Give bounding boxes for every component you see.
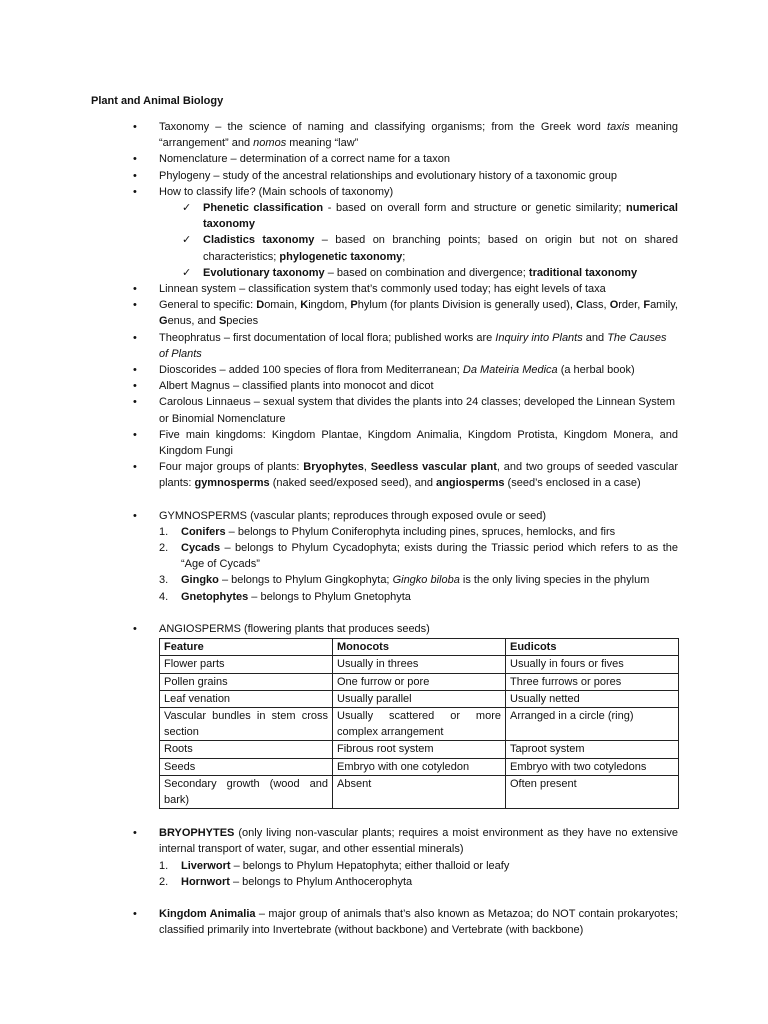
page-title: Plant and Animal Biology [91, 95, 224, 107]
list-item-general-to-specific: • General to specific: Domain, Kingdom, Phylum (for plants Division is generally used), Class, Order, Family, Genus, and Species [133, 299, 678, 328]
table-cell: Three furrows or pores [506, 673, 679, 690]
table-cell: Absent [333, 775, 506, 808]
table-row [160, 775, 679, 808]
bullet-icon: • [133, 121, 137, 133]
table-row [160, 741, 679, 758]
list-item-plant-groups: • Four major groups of plants: Bryophytes, Seedless vascular plant, and two groups of seeded vascular plants: gymnosperms (naked seed/exposed seed), and angiosperms (seed’s enclosed in a case) [133, 461, 679, 490]
bullet-icon: • [133, 907, 137, 920]
table-cell: Leaf venation [160, 690, 333, 707]
table-cell: Usually parallel [333, 690, 506, 707]
table-cell: Roots [160, 741, 333, 758]
taxonomy-schools-list [159, 200, 678, 281]
bullet-icon: • [133, 380, 137, 393]
column-header-monocots: Monocots [333, 639, 506, 656]
checkmark-icon: ✓ [182, 234, 192, 247]
bullet-icon: • [133, 185, 137, 198]
list-item-five-kingdoms: • Five main kingdoms: Kingdom Plantae, Kingdom Animalia, Kingdom Protista, Kingdom Monera, and Kingdom Fungi [133, 428, 678, 458]
section-kingdom-animalia: • Kingdom Animalia – major group of animals that’s also known as Metazoa; do NOT contain prokaryotes; classified primarily into Invertebrate (without backbone) and Vertebrate (with backbone) [133, 907, 679, 937]
column-header-feature: Feature [160, 639, 333, 656]
table-cell: Usually netted [506, 690, 679, 707]
bryophyte-list [159, 858, 678, 890]
list-item-theophratus: • Theophratus – first documentation of local flora; published works are Inquiry into Plants and The Causes of Plants [133, 331, 667, 360]
table-row [160, 690, 679, 707]
table-cell: Vascular bundles in stem cross section [160, 707, 333, 740]
table-cell: Usually in threes [333, 656, 506, 673]
bullet-icon: • [133, 622, 137, 635]
bullet-icon: • [133, 364, 137, 377]
section-gymnosperms: • GYMNOSPERMS (vascular plants; reproduces through exposed ovule or seed) 1. Conifers – belongs to Phylum Coniferophyta including pines, spruces, hemlocks, and firs 2. Cycads – belongs to Phylum Cycadophyta; exists during the Triassic period which refers to as the “Age of Cycads” 3. Gingko – belongs to Phylum Gingkophyta; Gingko biloba is the only living species in the phylum 4. Gnetophytes – belongs to Phylum Gnetophyta [0, 508, 678, 605]
bullet-icon: • [133, 169, 137, 182]
bullet-icon: • [133, 396, 137, 409]
gymnosperm-item-cycads: 2. Cycads – belongs to Phylum Cycadophyta; exists during the Triassic period which refers to as the “Age of Cycads” [159, 542, 678, 571]
list-item-nomenclature: • Nomenclature – determination of a correct name for a taxon [0, 151, 678, 167]
table-header-row [160, 639, 679, 656]
bullet-icon: • [133, 299, 137, 312]
bullet-icon: • [133, 331, 137, 344]
table-cell: Seeds [160, 758, 333, 775]
bullet-icon: • [133, 509, 137, 522]
bullet-icon: • [133, 461, 137, 474]
table-row [160, 707, 679, 740]
checkmark-icon: ✓ [182, 266, 192, 279]
gymnosperm-list [159, 524, 678, 605]
table-cell: Usually scattered or more complex arrangement [333, 707, 506, 740]
table-cell: One furrow or pore [333, 673, 506, 690]
table-row [160, 673, 679, 690]
table-row [160, 656, 679, 673]
table-cell: Usually in fours or fives [506, 656, 679, 673]
bullet-icon: • [133, 827, 137, 840]
list-item-taxonomy: • Taxonomy – the science of naming and classifying organisms; from the Greek word taxis meaning “arrangement” and nomos meaning “law” [133, 121, 678, 150]
table-cell: Taproot system [506, 741, 679, 758]
column-header-eudicots: Eudicots [506, 639, 679, 656]
table-cell: Embryo with two cotyledons [506, 758, 679, 775]
table-cell: Secondary growth (wood and bark) [160, 775, 333, 808]
list-item-linnaeus: • Carolous Linnaeus – sexual system that divides the plants into 24 classes; developed the Linnean System or Binomial Nomenclature [133, 396, 676, 425]
bullet-icon: • [133, 153, 137, 166]
bullet-icon: • [133, 283, 137, 296]
table-cell: Flower parts [160, 656, 333, 673]
gymnosperm-item-gingko: 3. Gingko – belongs to Phylum Gingkophyta; Gingko biloba is the only living species in the phylum [159, 574, 650, 587]
table-cell: Embryo with one cotyledon [333, 758, 506, 775]
list-item-phylogeny: • Phylogeny – study of the ancestral relationships and evolutionary history of a taxonomic group [0, 168, 678, 184]
check-item-evolutionary: ✓ Evolutionary taxonomy – based on combination and divergence; traditional taxonomy [159, 265, 678, 281]
main-bullet-list [0, 119, 768, 938]
angiosperm-comparison-table [159, 638, 679, 809]
section-angiosperms: • ANGIOSPERMS (flowering plants that produces seeds) Feature Monocots Eudicots Flower parts Usually in threes Usually in fours or fives Pollen grains One furrow or pore Three furrows or pores Leaf venation Usually parallel Usually netted Vascular bundles in stem cross section Usually scattered or more complex arrangement Arranged in a circle (ring) Roots Fibrous root system Taproot system Seeds Embryo with one cotyledon Embryo with two cotyledons Secondary growth (wood and bark) Absent Often present [0, 621, 678, 809]
table-cell: Often present [506, 775, 679, 808]
bryophyte-item-liverwort: 1. Liverwort – belongs to Phylum Hepatophyta; either thalloid or leafy [159, 859, 510, 872]
gymnosperm-item-gnetophytes: 4. Gnetophytes – belongs to Phylum Gnetophyta [159, 590, 411, 603]
list-item-linnean-system: • Linnean system – classification system that’s commonly used today; has eight levels of taxa [0, 281, 678, 297]
table-cell: Fibrous root system [333, 741, 506, 758]
gymnosperm-item-conifers: 1. Conifers – belongs to Phylum Coniferophyta including pines, spruces, hemlocks, and firs [159, 525, 616, 538]
table-cell: Pollen grains [160, 673, 333, 690]
checkmark-icon: ✓ [182, 202, 192, 215]
check-item-cladistics: ✓ Cladistics taxonomy – based on branching points; based on origin but not on shared characteristics; phylogenetic taxonomy; [182, 234, 678, 263]
check-item-phenetic: ✓ Phenetic classification - based on overall form and structure or genetic similarity; numerical taxonomy [182, 202, 678, 231]
list-item-dioscorides: • Dioscorides – added 100 species of flora from Mediterranean; Da Mateiria Medica (a herbal book) [0, 362, 678, 378]
bryophyte-item-hornwort: 2. Hornwort – belongs to Phylum Anthocerophyta [159, 875, 413, 888]
table-cell: Arranged in a circle (ring) [506, 707, 679, 740]
bullet-icon: • [133, 428, 137, 441]
table-row [160, 758, 679, 775]
list-item-albert-magnus: • Albert Magnus – classified plants into monocot and dicot [0, 378, 678, 394]
section-bryophytes: • BRYOPHYTES (only living non-vascular plants; requires a moist environment as they have no extensive internal transport of water, sugar, and other essential minerals) 1. Liverwort – belongs to Phylum Hepatophyta; either thalloid or leafy 2. Hornwort – belongs to Phylum Anthocerophyta [0, 825, 678, 890]
list-item-classify-life: • How to classify life? (Main schools of taxonomy) ✓ Phenetic classification - based on overall form and structure or genetic similarity; numerical taxonomy ✓ Cladistics taxonomy – based on branching points; based on origin but not on shared characteristics; phylogenetic taxonomy; ✓ Evolutionary taxonomy – based on combination and divergence; traditional taxonomy [0, 184, 678, 281]
